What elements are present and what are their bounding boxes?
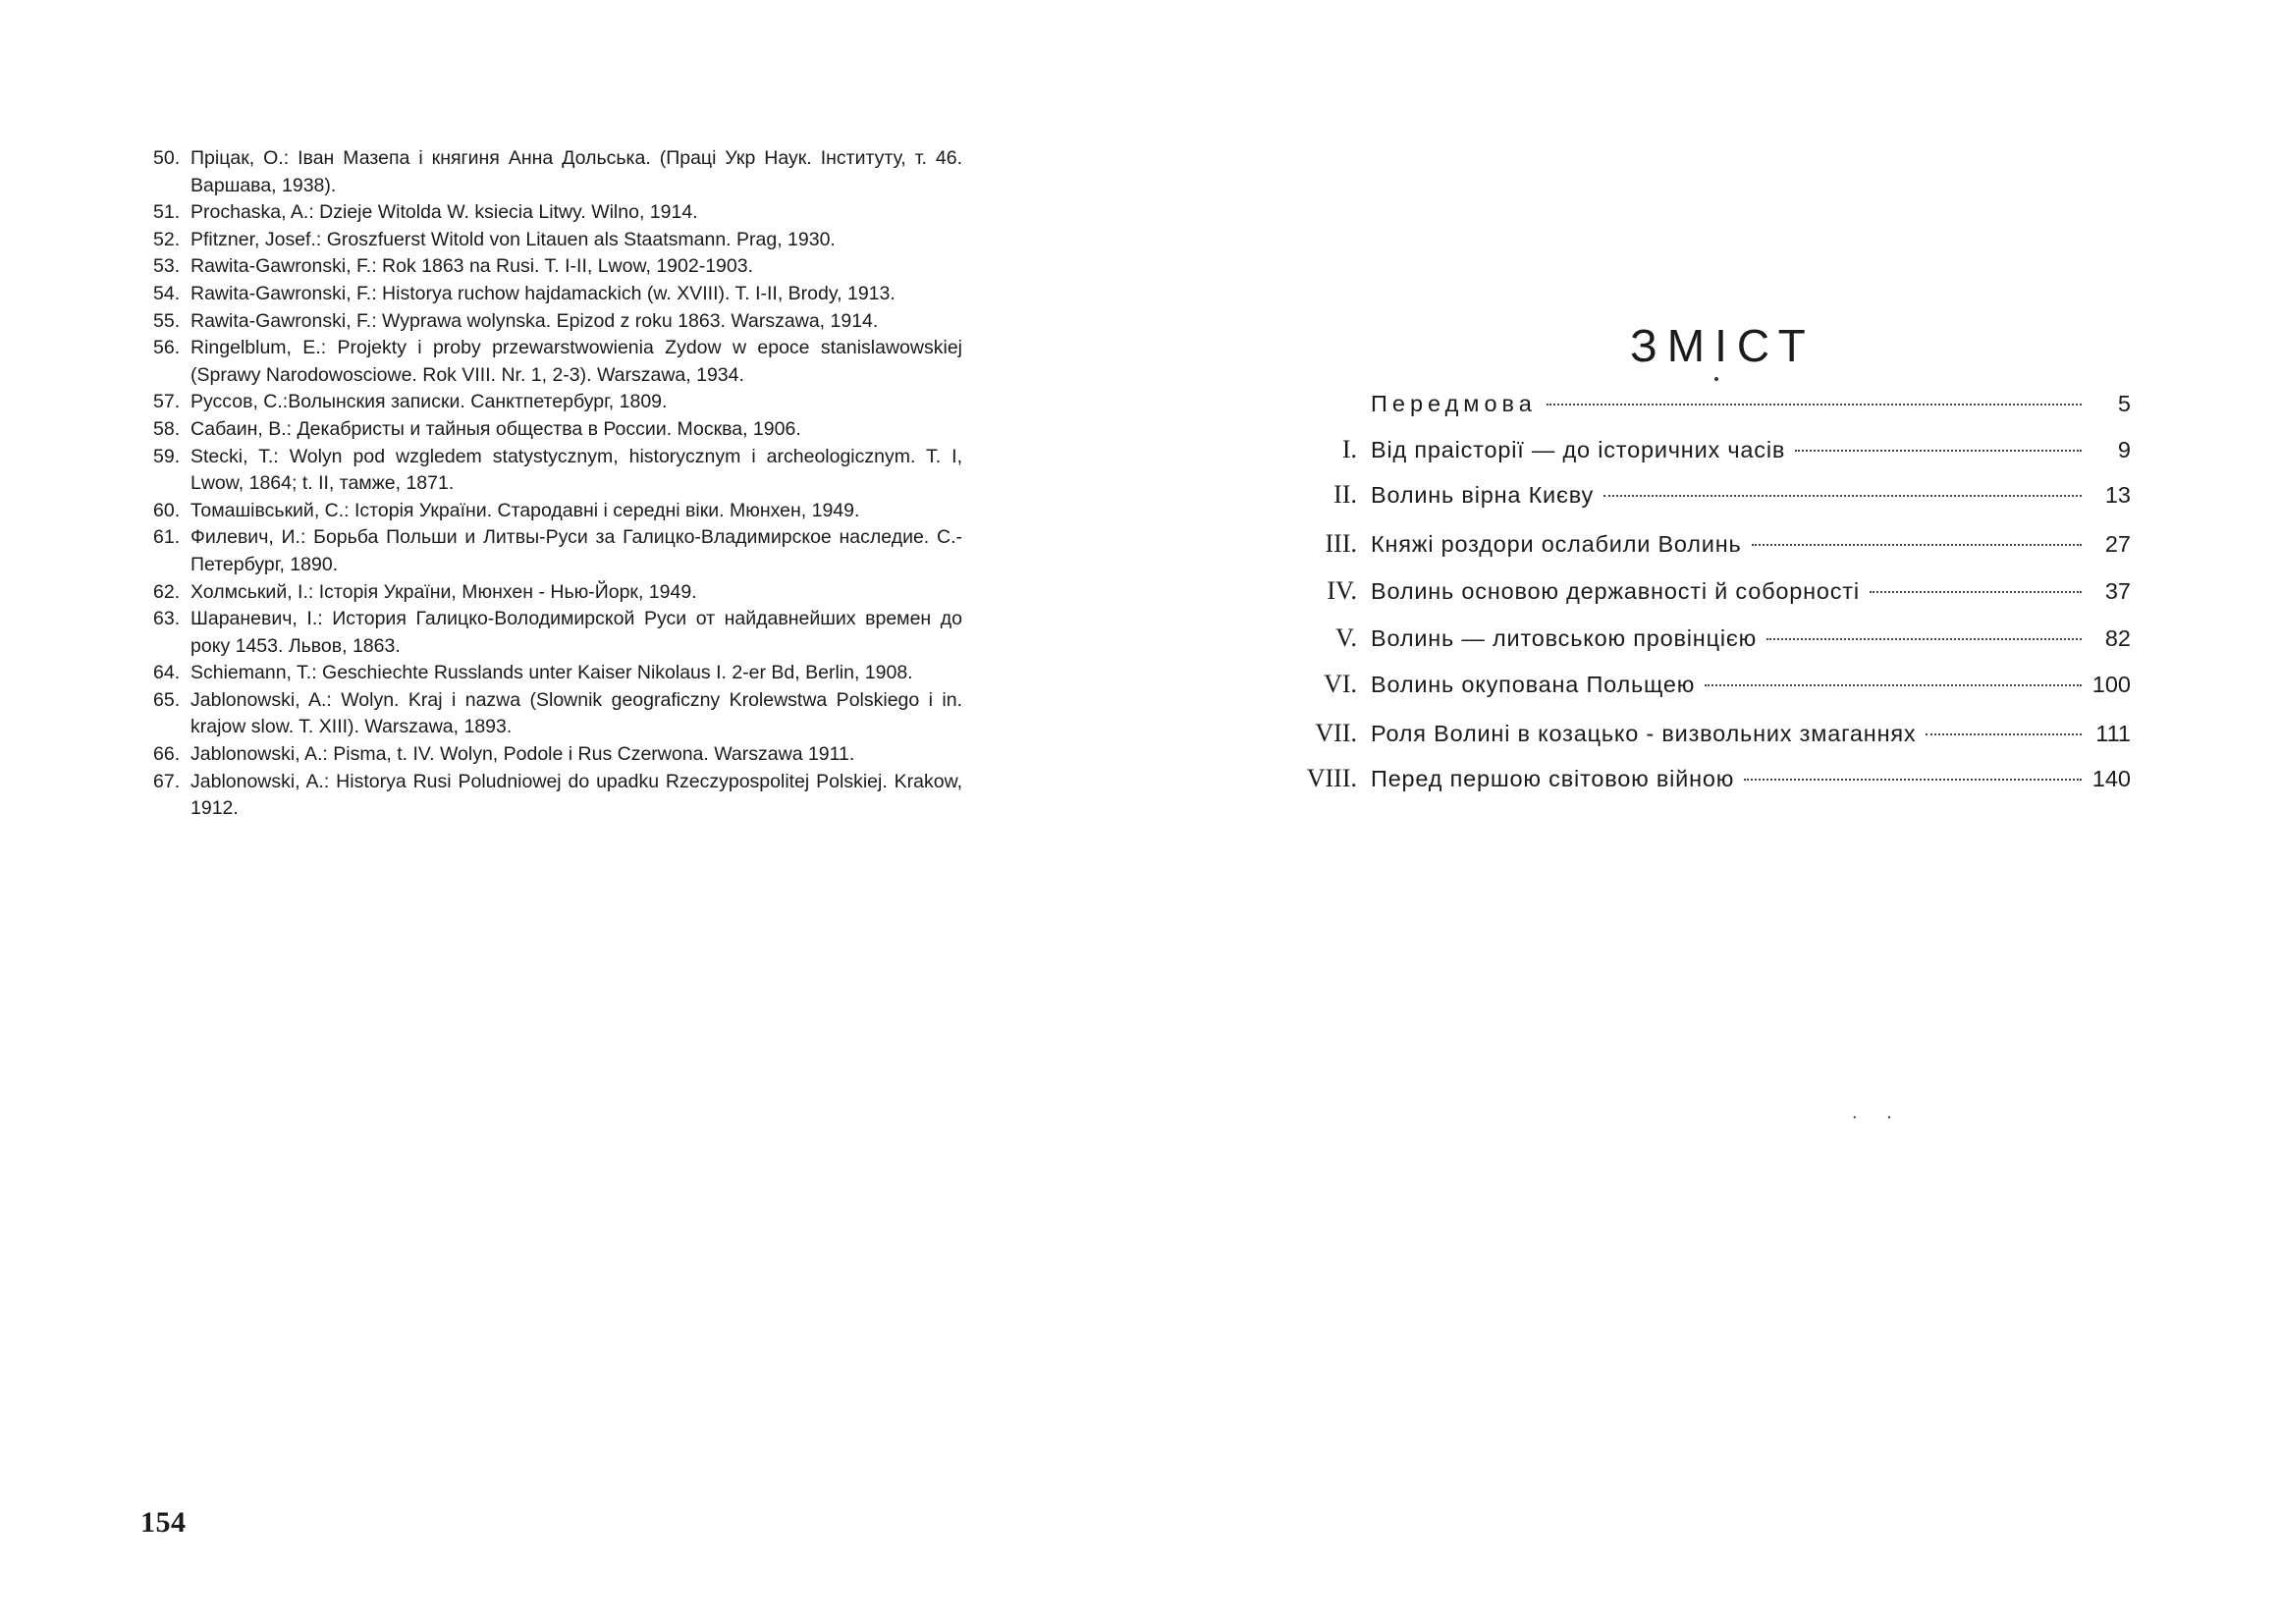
toc-page-number: 9: [2117, 437, 2131, 462]
entry-text: Томашівський, С.: Історія України. Стародавні і середні віки. Мюнхен, 1949.: [190, 499, 860, 521]
toc-dot-leader: [1766, 638, 2082, 640]
stray-dots-mark: . .: [1852, 1102, 1904, 1123]
toc-dot-leader: [1795, 450, 2082, 452]
toc-numeral: V.: [1335, 623, 1357, 652]
toc-entry-title: Волинь вірна Києву: [1371, 482, 1595, 508]
bibliography-entry: [147, 741, 962, 769]
entry-text: Jablonowski, A.: Historya Rusi Poludniowej do upadku Rzeczypospolitej Polskiej. Krakow, 1912.: [190, 770, 962, 820]
bibliography-list: [147, 145, 962, 823]
entry-number: 65.: [153, 688, 181, 711]
toc-dot-leader: [1926, 733, 2082, 735]
entry-number: 50.: [153, 147, 181, 169]
bibliography-entry: [147, 227, 962, 254]
entry-number: 52.: [153, 228, 181, 250]
title-dot-mark: [1714, 377, 1718, 381]
toc-numeral: III.: [1325, 529, 1357, 558]
toc-page-number: 100: [2091, 672, 2131, 697]
toc-entry: [1276, 670, 2131, 703]
entry-number: 58.: [153, 417, 181, 440]
entry-text: Jablonowski, A.: Wolyn. Kraj i nazwa (Slownik geograficzny Krolewstwa Polskiego i in. krajow slow. T. XIII). Warszawa, 1893.: [190, 688, 962, 738]
toc-entry-title: Роля Волині в козацько - визвольних змаганнях: [1371, 721, 1917, 746]
toc-entry-title: Волинь основою державності й соборності: [1371, 578, 1860, 604]
entry-number: 53.: [153, 255, 181, 278]
bibliography-entry: [147, 335, 962, 389]
entry-text: Rawita-Gawronski, F.: Rok 1863 na Rusi. T. I-II, Lwow, 1902-1903.: [190, 255, 753, 278]
toc-entry-title: Від праісторії — до історичних часів: [1371, 437, 1786, 462]
entry-number: 60.: [153, 499, 181, 521]
entry-number: 51.: [153, 201, 181, 224]
entry-text: Холмський, І.: Історія України, Мюнхен - Нью-Йорк, 1949.: [190, 580, 697, 603]
bibliography-entry: [147, 498, 962, 525]
toc-entry: [1276, 719, 2131, 752]
toc-dot-leader: [1547, 404, 2082, 406]
toc-numeral: VIII.: [1306, 764, 1357, 792]
toc-entry: [1276, 480, 2131, 514]
entry-number: 66.: [153, 743, 181, 766]
bibliography-entry: [147, 769, 962, 823]
bibliography-entry: [147, 145, 962, 199]
bibliography-entry: [147, 389, 962, 416]
toc-numeral: VII.: [1315, 719, 1357, 747]
entry-number: 61.: [153, 526, 181, 549]
toc-page-number: 82: [2104, 625, 2131, 651]
bibliography-entry: [147, 524, 962, 578]
toc-entry-title: Передмова: [1371, 391, 1537, 416]
bibliography-entry: [147, 253, 962, 281]
bibliography-entry: [147, 416, 962, 444]
toc-page-number: 5: [2117, 391, 2131, 416]
entry-number: 56.: [153, 337, 181, 359]
toc-page-number: 13: [2104, 482, 2131, 508]
bibliography-entry: [147, 199, 962, 227]
bibliography-entry: [147, 308, 962, 336]
toc-entry: [1276, 391, 2131, 424]
toc-numeral: I.: [1341, 435, 1357, 463]
entry-text: Филевич, И.: Борьба Польши и Литвы-Руси за Галицко-Владимирское наследие. С.-Петербург, 1890.: [190, 526, 962, 575]
toc-entry-title: Волинь окупована Польщею: [1371, 672, 1696, 697]
left-page: [147, 145, 962, 823]
entry-text: Шараневич, І.: История Галицко-Володимирской Руси от найдавнейших времен до року 1453. Львов, 1863.: [190, 608, 962, 657]
toc-title: ЗМІСТ: [1630, 320, 1816, 371]
entry-text: Pfitzner, Josef.: Groszfuerst Witold von Litauen als Staatsmann. Prag, 1930.: [190, 228, 836, 250]
entry-text: Сабаин, В.: Декабристы и тайныя общества в России. Москва, 1906.: [190, 417, 801, 440]
entry-number: 59.: [153, 445, 181, 467]
entry-text: Prochaska, A.: Dzieje Witolda W. ksiecia Litwy. Wilno, 1914.: [190, 201, 698, 224]
bibliography-entry: [147, 579, 962, 607]
toc-dot-leader: [1705, 684, 2082, 686]
toc-entry-title: Перед першою світовою війною: [1371, 766, 1735, 791]
entry-text: Rawita-Gawronski, F.: Wyprawa wolynska. Epizod z roku 1863. Warszawa, 1914.: [190, 309, 879, 332]
entry-number: 54.: [153, 282, 181, 304]
page-number: 154: [140, 1506, 187, 1539]
bibliography-entry: [147, 687, 962, 741]
entry-number: 62.: [153, 580, 181, 603]
entry-text: Jablonowski, A.: Pisma, t. IV. Wolyn, Podole i Rus Czerwona. Warszawa 1911.: [190, 743, 855, 766]
entry-text: Пріцак, О.: Іван Мазепа і княгиня Анна Дольська. (Праці Укр Наук. Інституту, т. 46. Варшава, 1938).: [190, 147, 962, 196]
toc-entry: [1276, 623, 2131, 657]
entry-text: Ringelblum, E.: Projekty i proby przewarstwowienia Zydow w epoce stanislawowskiej (Sprawy Narodowosciowe. Rok VIII. Nr. 1, 2-3). Warszawa, 1934.: [190, 337, 962, 386]
toc-page-number: 140: [2091, 766, 2131, 791]
toc-numeral: VI.: [1324, 670, 1357, 698]
toc-page-number: 37: [2104, 578, 2131, 604]
toc-dot-leader: [1744, 779, 2082, 781]
entry-number: 64.: [153, 662, 181, 684]
toc-entry: [1276, 435, 2131, 468]
toc-entry: [1276, 529, 2131, 563]
toc-entry: [1276, 576, 2131, 610]
entry-text: Rawita-Gawronski, F.: Historya ruchow hajdamackich (w. XVIII). T. I-II, Brody, 1913.: [190, 282, 896, 304]
entry-number: 67.: [153, 770, 181, 792]
toc-dot-leader: [1603, 495, 2082, 497]
toc-entry-title: Волинь — литовською провінцією: [1371, 625, 1758, 651]
toc-numeral: IV.: [1327, 576, 1357, 605]
bibliography-entry: [147, 606, 962, 660]
toc-entry: [1276, 764, 2131, 797]
entry-text: Stecki, T.: Wolyn pod wzgledem statystycznym, historycznym i archeologicznym. T. I, Lwow, 1864; t. II, тамже, 1871.: [190, 445, 962, 495]
entry-number: 55.: [153, 309, 181, 332]
toc-dot-leader: [1752, 544, 2082, 546]
bibliography-entry: [147, 281, 962, 308]
entry-text: Schiemann, T.: Geschiechte Russlands unter Kaiser Nikolaus I. 2-er Bd, Berlin, 1908.: [190, 662, 913, 684]
entry-number: 57.: [153, 391, 181, 413]
toc-page-number: 27: [2104, 531, 2131, 557]
toc-dot-leader: [1870, 591, 2082, 593]
bibliography-entry: [147, 444, 962, 498]
toc-numeral: II.: [1333, 480, 1357, 509]
toc-entry-title: Княжі роздори ослабили Волинь: [1371, 531, 1742, 557]
toc-page-number: 111: [2095, 721, 2131, 746]
bibliography-entry: [147, 660, 962, 687]
entry-text: Руссов, С.:Волынския записки. Санктпетербург, 1809.: [190, 391, 668, 413]
entry-number: 63.: [153, 608, 181, 630]
